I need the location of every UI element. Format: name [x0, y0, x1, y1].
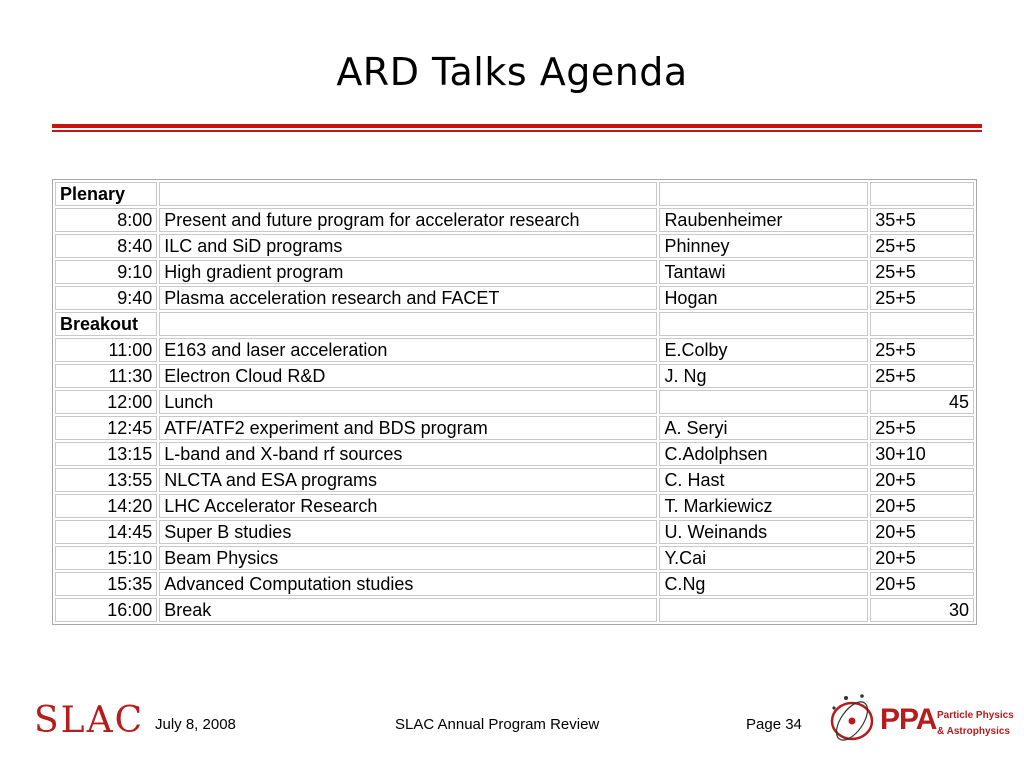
topic-cell: Beam Physics — [159, 546, 657, 570]
time-cell: 12:00 — [55, 390, 157, 414]
topic-cell: Present and future program for accelerator research — [159, 208, 657, 232]
time-cell: 15:35 — [55, 572, 157, 596]
speaker-cell: T. Markiewicz — [659, 494, 868, 518]
speaker-cell: J. Ng — [659, 364, 868, 388]
topic-cell: Break — [159, 598, 657, 622]
empty-cell — [659, 312, 868, 336]
footer-date: July 8, 2008 — [155, 716, 236, 733]
agenda-row — [55, 520, 974, 544]
agenda-row — [55, 494, 974, 518]
agenda-row — [55, 468, 974, 492]
speaker-cell — [659, 598, 868, 622]
topic-cell: Super B studies — [159, 520, 657, 544]
topic-cell: High gradient program — [159, 260, 657, 284]
speaker-cell: U. Weinands — [659, 520, 868, 544]
section-label: Breakout — [55, 312, 157, 336]
footer-title: SLAC Annual Program Review — [395, 716, 600, 733]
topic-cell: Plasma acceleration research and FACET — [159, 286, 657, 310]
empty-cell — [159, 312, 657, 336]
duration-cell: 45 — [870, 390, 974, 414]
duration-cell: 20+5 — [870, 494, 974, 518]
speaker-cell: Y.Cai — [659, 546, 868, 570]
duration-cell: 25+5 — [870, 416, 974, 440]
agenda-row — [55, 286, 974, 310]
section-row — [55, 182, 974, 206]
time-cell: 11:00 — [55, 338, 157, 362]
time-cell: 9:40 — [55, 286, 157, 310]
speaker-cell: Raubenheimer — [659, 208, 868, 232]
time-cell: 11:30 — [55, 364, 157, 388]
speaker-cell: Hogan — [659, 286, 868, 310]
time-cell: 14:20 — [55, 494, 157, 518]
duration-cell: 30+10 — [870, 442, 974, 466]
ppa-subtitle-2: & Astrophysics — [937, 726, 1010, 737]
agenda-row — [55, 260, 974, 284]
speaker-cell: A. Seryi — [659, 416, 868, 440]
speaker-cell: C.Adolphsen — [659, 442, 868, 466]
empty-cell — [659, 182, 868, 206]
duration-cell: 25+5 — [870, 286, 974, 310]
topic-cell: E163 and laser acceleration — [159, 338, 657, 362]
duration-cell: 30 — [870, 598, 974, 622]
speaker-cell: E.Colby — [659, 338, 868, 362]
ppa-subtitle-1: Particle Physics — [937, 710, 1014, 721]
speaker-cell: C.Ng — [659, 572, 868, 596]
topic-cell: Advanced Computation studies — [159, 572, 657, 596]
speaker-cell — [659, 390, 868, 414]
topic-cell: ILC and SiD programs — [159, 234, 657, 258]
duration-cell: 20+5 — [870, 572, 974, 596]
duration-cell: 25+5 — [870, 234, 974, 258]
speaker-cell: C. Hast — [659, 468, 868, 492]
topic-cell: L-band and X-band rf sources — [159, 442, 657, 466]
agenda-row — [55, 338, 974, 362]
time-cell: 8:00 — [55, 208, 157, 232]
agenda-row — [55, 208, 974, 232]
page-number: Page 34 — [746, 716, 802, 733]
agenda-row — [55, 572, 974, 596]
duration-cell: 35+5 — [870, 208, 974, 232]
duration-cell: 25+5 — [870, 364, 974, 388]
speaker-cell: Tantawi — [659, 260, 868, 284]
page-title: ARD Talks Agenda — [336, 50, 688, 94]
time-cell: 14:45 — [55, 520, 157, 544]
agenda-row — [55, 364, 974, 388]
time-cell: 9:10 — [55, 260, 157, 284]
ppa-logo-text: PPA — [880, 703, 937, 736]
section-label: Plenary — [55, 182, 157, 206]
agenda-row — [55, 390, 974, 414]
duration-cell: 20+5 — [870, 468, 974, 492]
speaker-cell: Phinney — [659, 234, 868, 258]
empty-cell — [870, 312, 974, 336]
empty-cell — [870, 182, 974, 206]
empty-cell — [159, 182, 657, 206]
agenda-row — [55, 598, 974, 622]
agenda-row — [55, 442, 974, 466]
duration-cell: 20+5 — [870, 546, 974, 570]
topic-cell: Lunch — [159, 390, 657, 414]
time-cell: 16:00 — [55, 598, 157, 622]
time-cell: 15:10 — [55, 546, 157, 570]
topic-cell: ATF/ATF2 experiment and BDS program — [159, 416, 657, 440]
agenda-row — [55, 234, 974, 258]
duration-cell: 25+5 — [870, 260, 974, 284]
topic-cell: Electron Cloud R&D — [159, 364, 657, 388]
time-cell: 13:15 — [55, 442, 157, 466]
agenda-table — [52, 179, 977, 625]
duration-cell: 25+5 — [870, 338, 974, 362]
duration-cell: 20+5 — [870, 520, 974, 544]
section-row — [55, 312, 974, 336]
agenda-row — [55, 546, 974, 570]
topic-cell: LHC Accelerator Research — [159, 494, 657, 518]
agenda-row — [55, 416, 974, 440]
title-divider — [52, 124, 982, 128]
title-divider-thin — [52, 130, 982, 132]
time-cell: 13:55 — [55, 468, 157, 492]
slac-logo: SLAC — [34, 700, 145, 741]
time-cell: 12:45 — [55, 416, 157, 440]
topic-cell: NLCTA and ESA programs — [159, 468, 657, 492]
time-cell: 8:40 — [55, 234, 157, 258]
